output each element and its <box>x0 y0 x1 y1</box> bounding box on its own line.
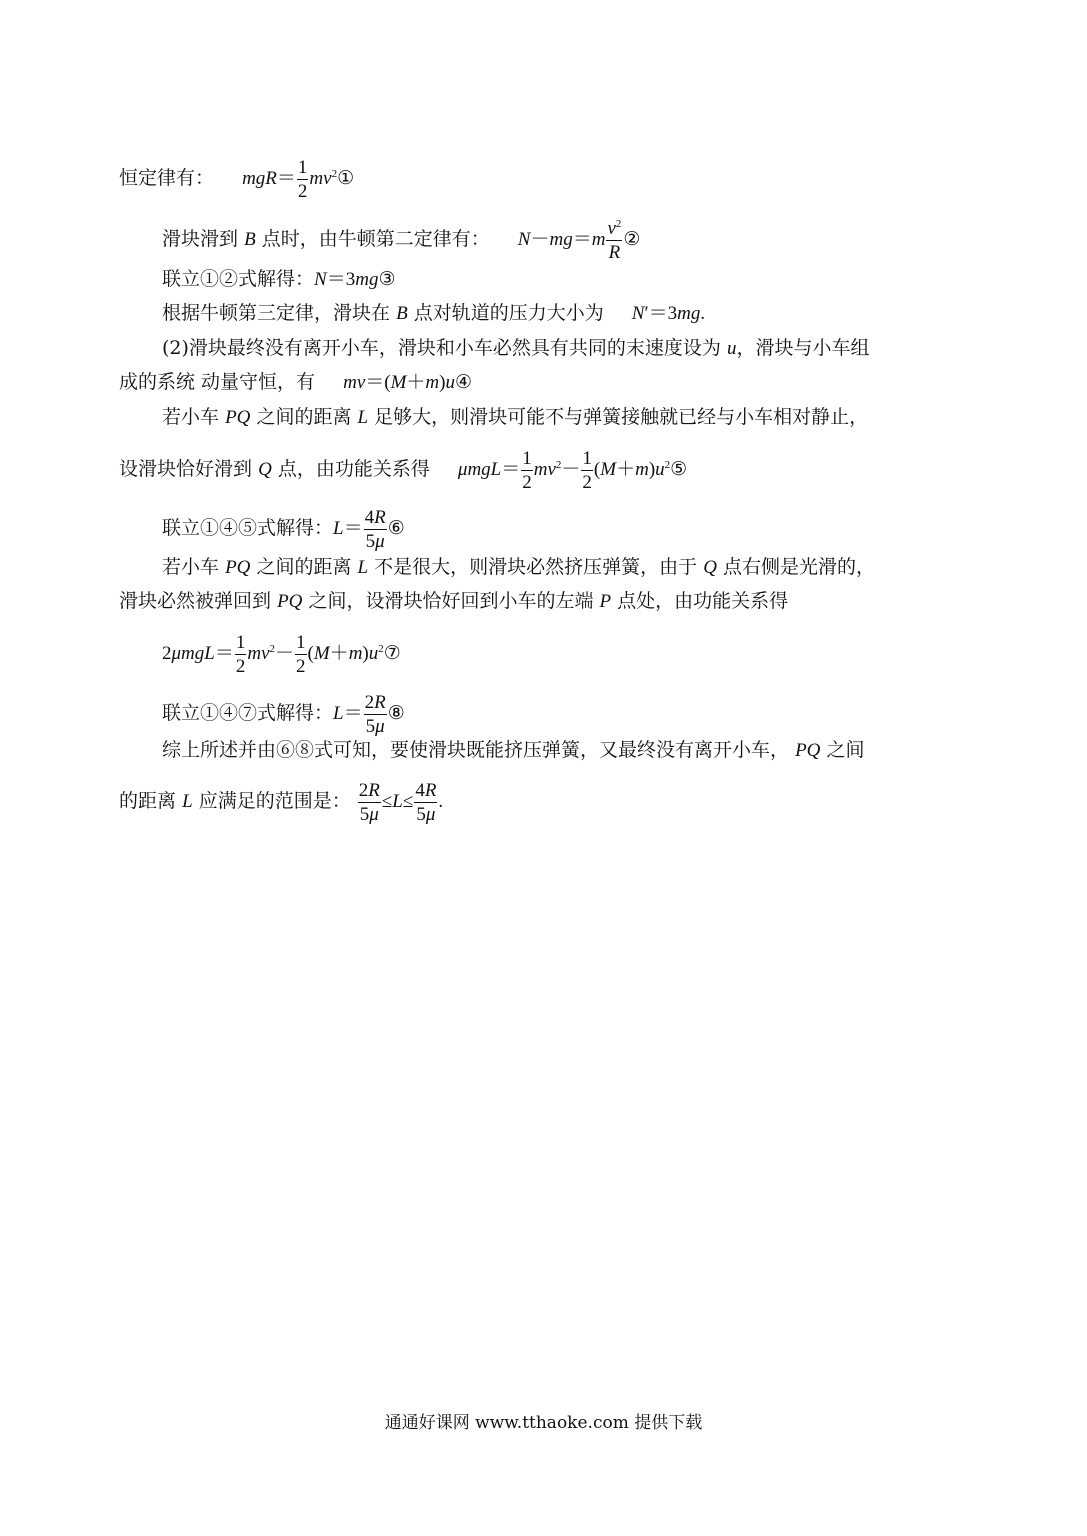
text-line-5: (2)滑块最终没有离开小车，滑块和小车必然具有共同的末速度设为 u，滑块与小车组 <box>162 337 870 359</box>
text-line-4: 根据牛顿第三定律，滑块在 B 点对轨道的压力大小为 N′＝3mg. <box>162 302 706 324</box>
eq-line-2: 滑块滑到 B 点时，由牛顿第二定律有： N－mg＝m $\frac{v^2}{R}$ ② <box>162 218 641 263</box>
equation-1: mgR＝ $\frac{1}{2}$ $mv^2①$ <box>242 157 355 202</box>
text: 之间的距离 <box>256 556 352 578</box>
eq-line-8: 设滑块恰好滑到 Q 点，由功能关系得 μmgL＝ $\frac{1}{2}$ $mv^2-$ $\frac{1}{2}$ $(M+m)u^2⑤$ <box>119 448 688 493</box>
text: 设滑块恰好滑到 <box>119 457 253 480</box>
eq-line-15: 的距离 L 应满足的范围是： $\frac{2R}{5\mu}$ ≤L≤ $\frac{4R}{5\mu}$ . <box>119 780 444 825</box>
equation-6: L＝ $\frac{4R}{5\mu}$ ⑥ <box>333 507 405 552</box>
text: 成的系统 动量守恒，有 <box>119 371 316 393</box>
text: 的距离 <box>119 789 177 812</box>
text: 根据牛顿第三定律，滑块在 <box>162 302 391 324</box>
equation-4: mv＝(M＋m)u④ <box>343 372 473 393</box>
text: 综上所述并由⑥⑧式可知，要使滑块既能挤压弹簧，又最终没有离开小车， <box>162 739 790 761</box>
equation-5: μmgL＝ $\frac{1}{2}$ $mv^2-$ $\frac{1}{2}$ $(M+m)u^2⑤$ <box>457 448 688 493</box>
eq-line-3: 联立①②式解得：N＝3mg③ <box>162 268 396 290</box>
text-line-11: 滑块必然被弹回到 PQ 之间，设滑块恰好回到小车的左端 P 点处，由功能关系得 <box>119 590 789 612</box>
text-line-6 <box>119 370 472 395</box>
equation-2: N－mg＝m $\frac{v^2}{R}$ ② <box>517 218 641 263</box>
eq-line-12 <box>162 633 401 676</box>
text: 若小车 <box>162 556 220 578</box>
text: 之间，设滑块恰好回到小车的左端 <box>308 590 594 612</box>
text: 不是很大，则滑块必然挤压弹簧，由于 <box>374 556 698 578</box>
eq-line-9 <box>162 508 405 551</box>
text: 点，由功能关系得 <box>277 457 430 480</box>
equation-range: $\frac{2R}{5\mu}$ ≤L≤ $\frac{4R}{5\mu}$ . <box>358 780 444 825</box>
eq-line-1 <box>119 158 354 201</box>
text: 点对轨道的压力大小为 <box>413 302 604 324</box>
equation-8: L＝ $\frac{2R}{5\mu}$ ⑧ <box>333 692 405 737</box>
text: 联立①②式解得： <box>162 268 315 290</box>
text: 恒定律有： <box>119 166 215 189</box>
eq-line-13 <box>162 693 405 736</box>
equation-7: 2μmgL＝ $\frac{1}{2}$ $mv^2-$ $\frac{1}{2}$ $(M+m)u^2⑦$ <box>162 632 401 677</box>
text: 点时，由牛顿第二定律有： <box>261 227 490 250</box>
text: 若小车 <box>162 406 220 428</box>
text: 点右侧是光滑的， <box>722 556 875 578</box>
text: 联立①④⑤式解得： <box>162 516 334 539</box>
text: (2)滑块最终没有离开小车，滑块和小车必然具有共同的末速度设为 <box>162 337 721 359</box>
text: 点处，由功能关系得 <box>617 590 789 612</box>
text: 联立①④⑦式解得： <box>162 701 334 724</box>
text: 足够大，则滑块可能不与弹簧接触就已经与小车相对静止， <box>374 406 869 428</box>
text: 滑块滑到 <box>162 227 239 250</box>
text: 应满足的范围是： <box>198 789 351 812</box>
text: 滑块必然被弹回到 <box>119 590 272 612</box>
text-line-7: 若小车 PQ 之间的距离 L 足够大，则滑块可能不与弹簧接触就已经与小车相对静止， <box>162 406 869 428</box>
footer-text: 通通好课网 www.tthaoke.com 提供下载 <box>384 1413 703 1433</box>
text-line-14: 综上所述并由⑥⑧式可知，要使滑块既能挤压弹簧，又最终没有离开小车， PQ 之间 <box>162 739 865 761</box>
text: 之间 <box>826 739 865 761</box>
text: ，滑块与小车组 <box>736 337 870 359</box>
text: 之间的距离 <box>256 406 352 428</box>
text-line-10: 若小车 PQ 之间的距离 L 不是很大，则滑块必然挤压弹簧，由于 Q 点右侧是光滑的， <box>162 556 875 578</box>
